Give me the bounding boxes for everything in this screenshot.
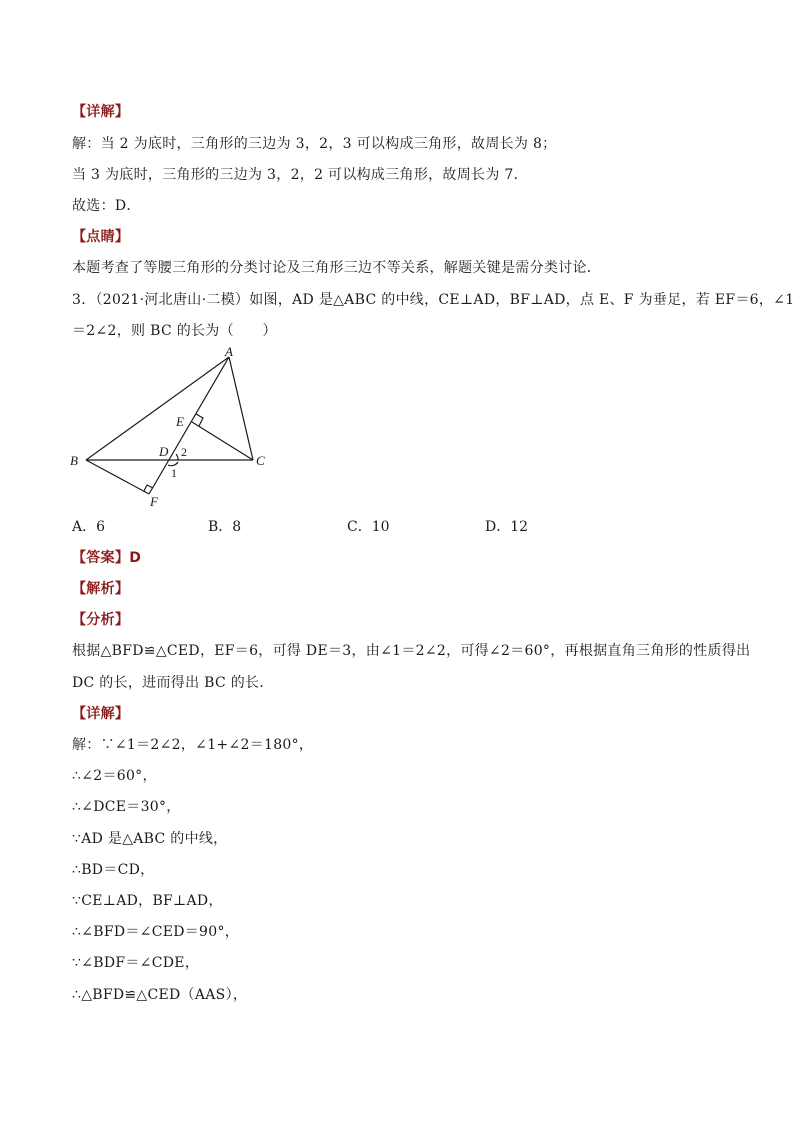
analysis-heading: 【解析】 — [72, 581, 130, 597]
segment-bf — [86, 460, 149, 494]
label-d: D — [159, 444, 169, 459]
analysis-text: DC 的长，进而得出 BC 的长． — [72, 675, 274, 691]
detail-step: ∵∠BDF＝∠CDE， — [72, 955, 200, 971]
text-line: 解：当 2 为底时，三角形的三边为 3，2，3 可以构成三角形，故周长为 8； — [72, 136, 557, 152]
detail-step: 解：∵∠1＝2∠2，∠1+∠2＝180°， — [72, 737, 314, 753]
right-angle-e — [196, 414, 203, 426]
section-heading-detail: 【详解】 — [72, 104, 130, 120]
answer-heading: 【答案】D — [72, 550, 142, 566]
label-a: A — [225, 344, 233, 359]
detail-step: ∴∠2＝60°， — [72, 768, 157, 784]
detail-step: ∵AD 是△ABC 的中线， — [72, 831, 228, 847]
segment-af — [149, 357, 229, 494]
text-line: 故选：D． — [72, 198, 141, 214]
label-e: E — [176, 414, 184, 429]
option-c: C．10 — [347, 519, 390, 535]
segment-ac — [229, 357, 253, 460]
comment-text: 本题考查了等腰三角形的分类讨论及三角形三边不等关系，解题关键是需分类讨论． — [72, 260, 602, 276]
detail-step: ∵CE⊥AD，BF⊥AD， — [72, 893, 223, 909]
segment-ab — [86, 357, 229, 460]
label-c: C — [256, 453, 265, 468]
angle-arc-2 — [176, 454, 178, 460]
detail-step: ∴△BFD≌△CED（AAS）， — [72, 987, 248, 1003]
detail-heading: 【详解】 — [72, 706, 130, 722]
analysis-text: 根据△BFD≌△CED，EF＝6，可得 DE＝3，由∠1＝2∠2，可得∠2＝60°，再根据直角三角形的性质得出 — [72, 643, 751, 659]
question-text: ＝2∠2，则 BC 的长为（ ） — [72, 323, 277, 339]
label-angle-2: 2 — [181, 445, 187, 459]
option-b: B．8 — [208, 519, 242, 535]
label-f: F — [150, 494, 158, 509]
analysis-sub-heading: 【分析】 — [72, 612, 130, 628]
text-line: 当 3 为底时，三角形的三边为 3，2，2 可以构成三角形，故周长为 7． — [72, 167, 528, 183]
option-a: A．6 — [72, 519, 106, 535]
detail-step: ∴∠DCE＝30°， — [72, 799, 181, 815]
detail-step: ∴∠BFD＝∠CED＝90°， — [72, 924, 240, 940]
option-d: D．12 — [485, 519, 529, 535]
segment-ce — [192, 422, 253, 460]
detail-step: ∴BD＝CD， — [72, 862, 155, 878]
label-b: B — [70, 453, 78, 468]
question-text: 3．（2021·河北唐山·二模）如图，AD 是△ABC 的中线，CE⊥AD，BF⊥AD，点 E、F 为垂足，若 EF＝6，∠1 — [72, 292, 794, 308]
geometry-figure — [60, 340, 290, 515]
section-heading-comment: 【点睛】 — [72, 229, 130, 245]
label-angle-1: 1 — [171, 466, 177, 480]
